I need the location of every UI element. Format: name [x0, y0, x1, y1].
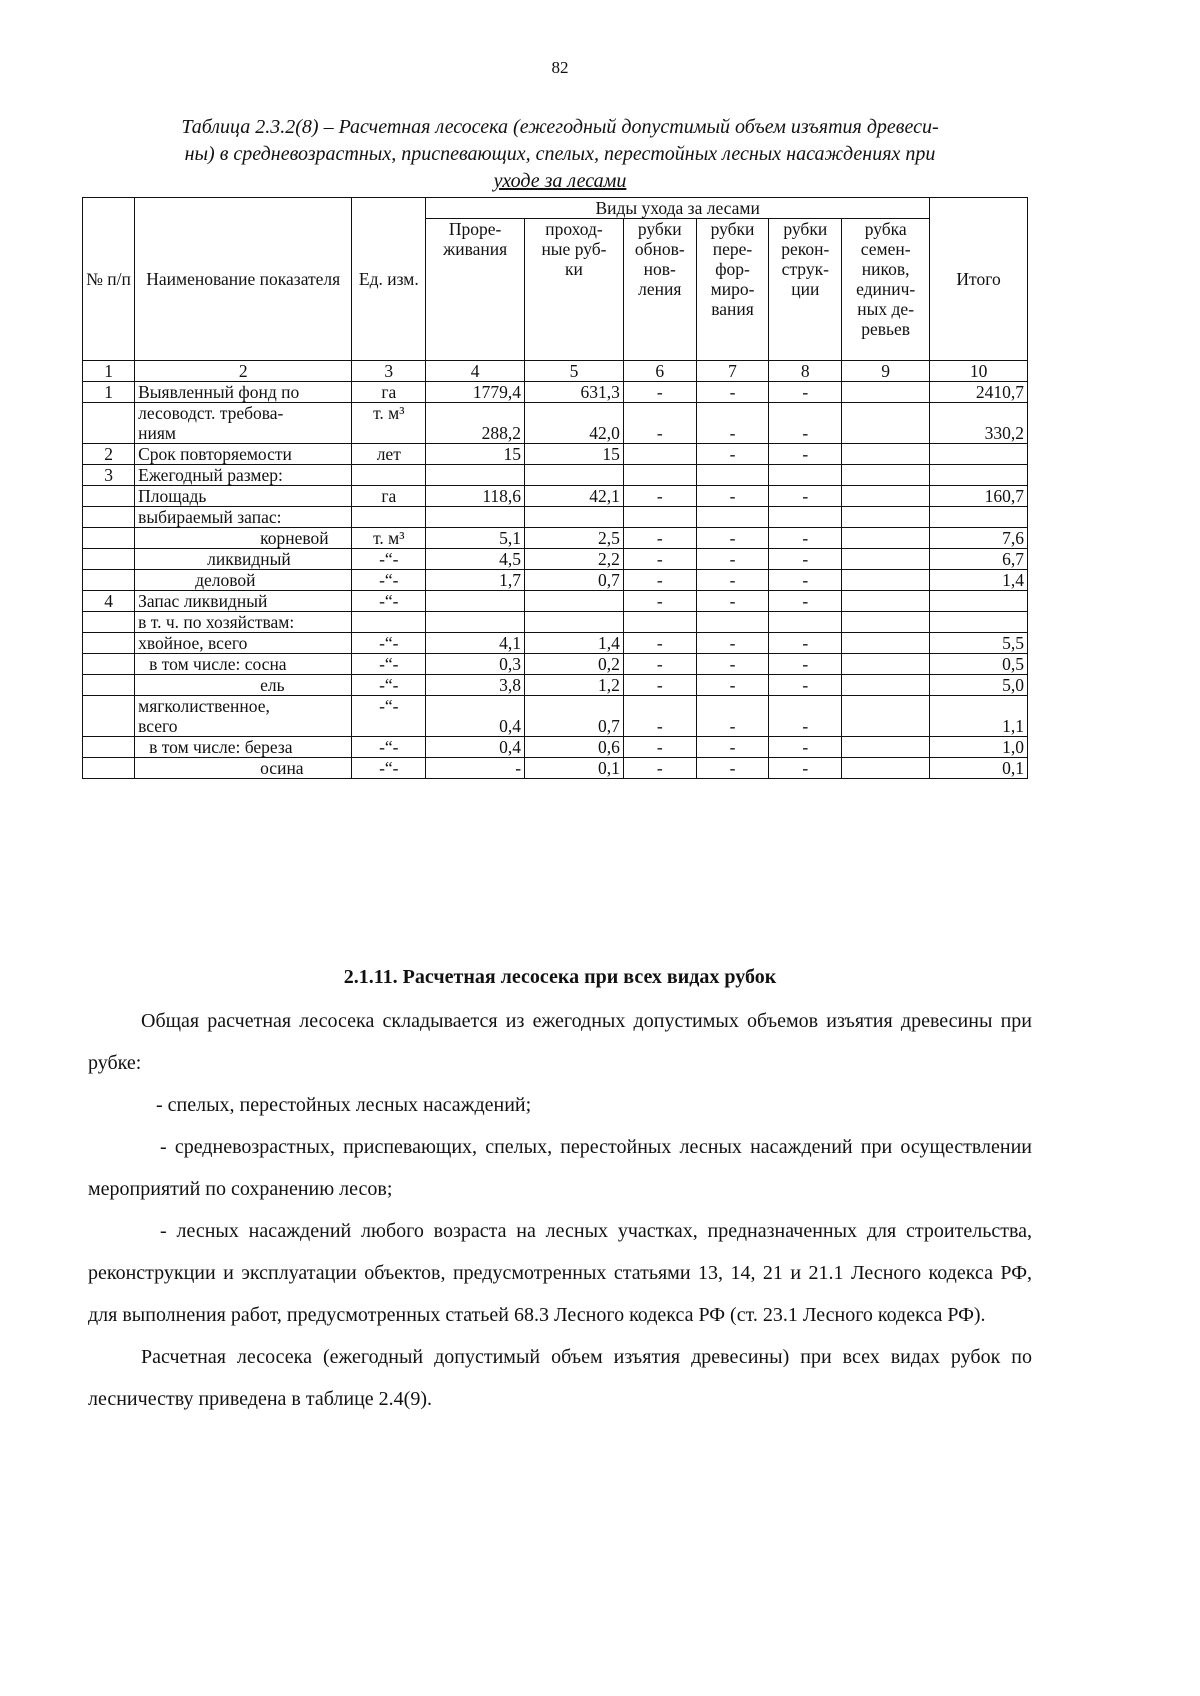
recon-value: - [769, 549, 842, 570]
indicator-name: ликвидный [135, 549, 352, 570]
body-text [88, 1000, 1032, 1420]
unit [352, 612, 426, 633]
passage-value: 0,7 [525, 696, 624, 737]
reform-value: - [696, 486, 769, 507]
list-item: - спелых, перестойных лесных насаждений; [156, 1094, 532, 1116]
column-number: 4 [426, 361, 525, 382]
table-caption [90, 114, 1030, 195]
seed-value [842, 486, 930, 507]
thinning-value: 5,1 [426, 528, 525, 549]
total-value: 1,0 [930, 737, 1028, 758]
thinning-value: 1779,4 [426, 382, 525, 403]
total-value: 1,4 [930, 570, 1028, 591]
row-number [83, 612, 135, 633]
row-number [83, 507, 135, 528]
thinning-value: 3,8 [426, 675, 525, 696]
row-number: 2 [83, 444, 135, 465]
reform-value [696, 465, 769, 486]
seed-value [842, 444, 930, 465]
recon-value: - [769, 486, 842, 507]
renewal-value: - [623, 403, 696, 444]
passage-value: 0,2 [525, 654, 624, 675]
header-num-label: № п/п [86, 269, 131, 289]
table-row [83, 737, 1028, 758]
recon-value: - [769, 675, 842, 696]
recon-value: - [769, 591, 842, 612]
reform-value: - [696, 696, 769, 737]
renewal-value: - [623, 549, 696, 570]
indicator-name: в том числе: береза [135, 737, 352, 758]
passage-value: 1,2 [525, 675, 624, 696]
paragraph: Расчетная лесосека (ежегодный допустимый объем изъятия древесины) при всех видах рубок по лесничеству приведена в таблице 2.4(9). [88, 1346, 1032, 1410]
table-row [83, 675, 1028, 696]
reform-value: - [696, 737, 769, 758]
table-row [83, 528, 1028, 549]
table-row [83, 570, 1028, 591]
seed-value [842, 382, 930, 403]
unit: т. м³ [352, 528, 426, 549]
thinning-value [426, 507, 525, 528]
table-row [83, 382, 1028, 403]
total-value: 2410,7 [930, 382, 1028, 403]
row-number [83, 675, 135, 696]
unit: лет [352, 444, 426, 465]
unit: -“- [352, 737, 426, 758]
caption-line: Таблица 2.3.2(8) – Расчетная лесосека (ежегодный допустимый объем изъятия древеси- [181, 116, 939, 138]
unit: -“- [352, 758, 426, 779]
total-value: 0,1 [930, 758, 1028, 779]
row-number [83, 737, 135, 758]
recon-value [769, 465, 842, 486]
passage-value: 42,1 [525, 486, 624, 507]
recon-value: - [769, 382, 842, 403]
renewal-value: - [623, 654, 696, 675]
total-value [930, 444, 1028, 465]
table-row [83, 591, 1028, 612]
renewal-value [623, 507, 696, 528]
header-renewal: рубки обнов- нов- ления [623, 219, 696, 361]
total-value: 7,6 [930, 528, 1028, 549]
unit: -“- [352, 633, 426, 654]
renewal-value: - [623, 737, 696, 758]
total-value: 0,5 [930, 654, 1028, 675]
total-value [930, 612, 1028, 633]
thinning-value: 4,5 [426, 549, 525, 570]
seed-value [842, 675, 930, 696]
recon-value: - [769, 633, 842, 654]
recon-value: - [769, 654, 842, 675]
column-number: 9 [842, 361, 930, 382]
recon-value: - [769, 403, 842, 444]
reform-value: - [696, 403, 769, 444]
recon-value: - [769, 696, 842, 737]
renewal-value: - [623, 382, 696, 403]
reform-value: - [696, 675, 769, 696]
column-number: 1 [83, 361, 135, 382]
row-number [83, 570, 135, 591]
row-number: 4 [83, 591, 135, 612]
renewal-value: - [623, 528, 696, 549]
passage-value: 0,6 [525, 737, 624, 758]
row-number [83, 528, 135, 549]
thinning-value: 0,4 [426, 696, 525, 737]
recon-value [769, 612, 842, 633]
section-heading: 2.1.11. Расчетная лесосека при всех видах рубок [343, 966, 777, 988]
header-row [83, 198, 1028, 219]
reform-value: - [696, 633, 769, 654]
unit: -“- [352, 675, 426, 696]
passage-value [525, 507, 624, 528]
unit: га [352, 486, 426, 507]
reform-value: - [696, 570, 769, 591]
passage-value: 2,5 [525, 528, 624, 549]
recon-value: - [769, 444, 842, 465]
recon-value: - [769, 737, 842, 758]
header-thinning: Проре- живания [426, 219, 525, 361]
reform-value: - [696, 549, 769, 570]
seed-value [842, 696, 930, 737]
indicator-name: мягколиственное, всего [135, 696, 352, 737]
reform-value: - [696, 758, 769, 779]
renewal-value: - [623, 570, 696, 591]
indicator-name: Срок повторяемости [135, 444, 352, 465]
column-number: 8 [769, 361, 842, 382]
total-value: 5,5 [930, 633, 1028, 654]
indicator-name: Запас ликвидный [135, 591, 352, 612]
column-number: 2 [135, 361, 352, 382]
renewal-value: - [623, 591, 696, 612]
thinning-value: 1,7 [426, 570, 525, 591]
indicator-name: ель [135, 675, 352, 696]
recon-value: - [769, 528, 842, 549]
column-number-row [83, 361, 1028, 382]
caption-line: ны) в средневозрастных, приспевающих, спелых, перестойных лесных насаждениях при [184, 143, 936, 165]
total-value [930, 465, 1028, 486]
unit: -“- [352, 549, 426, 570]
total-value: 6,7 [930, 549, 1028, 570]
indicator-name: лесоводст. требова- ниям [135, 403, 352, 444]
reform-value [696, 507, 769, 528]
row-number: 3 [83, 465, 135, 486]
thinning-value: 288,2 [426, 403, 525, 444]
thinning-value [426, 465, 525, 486]
reform-value: - [696, 528, 769, 549]
row-number [83, 633, 135, 654]
reform-value [696, 612, 769, 633]
total-value: 1,1 [930, 696, 1028, 737]
renewal-value [623, 444, 696, 465]
passage-value: 42,0 [525, 403, 624, 444]
recon-value [769, 507, 842, 528]
thinning-value [426, 612, 525, 633]
renewal-value: - [623, 633, 696, 654]
header-group: Виды ухода за лесами [426, 198, 930, 219]
seed-value [842, 507, 930, 528]
seed-value [842, 528, 930, 549]
column-number: 7 [696, 361, 769, 382]
indicator-name: выбираемый запас: [135, 507, 352, 528]
unit: -“- [352, 654, 426, 675]
unit: га [352, 382, 426, 403]
thinning-value: - [426, 758, 525, 779]
header-seed: рубка семен- ников, единич- ных де- ревьев [842, 219, 930, 361]
table-row [83, 612, 1028, 633]
renewal-value [623, 465, 696, 486]
indicator-name: деловой [135, 570, 352, 591]
total-value [930, 591, 1028, 612]
total-value: 330,2 [930, 403, 1028, 444]
column-number: 6 [623, 361, 696, 382]
renewal-value: - [623, 758, 696, 779]
seed-value [842, 591, 930, 612]
table-row [83, 549, 1028, 570]
renewal-value: - [623, 675, 696, 696]
thinning-value: 4,1 [426, 633, 525, 654]
renewal-value: - [623, 696, 696, 737]
seed-value [842, 654, 930, 675]
thinning-value: 118,6 [426, 486, 525, 507]
renewal-value [623, 612, 696, 633]
paragraph: Общая расчетная лесосека складывается из ежегодных допустимых объемов изъятия древесины при рубке: [88, 1010, 1032, 1074]
reform-value: - [696, 591, 769, 612]
header-unit: Ед. изм. [352, 198, 426, 361]
seed-value [842, 465, 930, 486]
seed-value [842, 737, 930, 758]
seed-value [842, 633, 930, 654]
reform-value: - [696, 382, 769, 403]
table-row [83, 633, 1028, 654]
unit: т. м³ [352, 403, 426, 444]
header-passage: проход- ные руб- ки [525, 219, 624, 361]
table-row [83, 654, 1028, 675]
header-recon: рубки рекон- струк- ции [769, 219, 842, 361]
row-number: 1 [83, 382, 135, 403]
data-table [82, 197, 1028, 779]
table-row [83, 403, 1028, 444]
passage-value: 0,1 [525, 758, 624, 779]
table-row [83, 507, 1028, 528]
column-number: 3 [352, 361, 426, 382]
passage-value: 631,3 [525, 382, 624, 403]
recon-value: - [769, 758, 842, 779]
recon-value: - [769, 570, 842, 591]
row-number [83, 549, 135, 570]
row-number [83, 654, 135, 675]
header-reform: рубки пере- фор- миро- вания [696, 219, 769, 361]
thinning-value: 0,4 [426, 737, 525, 758]
table-row [83, 486, 1028, 507]
passage-value [525, 612, 624, 633]
unit [352, 507, 426, 528]
indicator-name: Ежегодный размер: [135, 465, 352, 486]
indicator-name: хвойное, всего [135, 633, 352, 654]
header-name: Наименование показателя [135, 198, 352, 361]
row-number [83, 696, 135, 737]
reform-value: - [696, 654, 769, 675]
caption-line: уходе за лесами [493, 170, 627, 192]
header-num [83, 198, 135, 361]
list-item: - средневозрастных, приспевающих, спелых, перестойных лесных насаждений при осуществлении мероприятий по сохранению лесов; [88, 1136, 1032, 1200]
reform-value: - [696, 444, 769, 465]
seed-value [842, 403, 930, 444]
page-number: 82 [551, 58, 569, 77]
table-row [83, 444, 1028, 465]
passage-value [525, 591, 624, 612]
renewal-value: - [623, 486, 696, 507]
row-number [83, 758, 135, 779]
list-item: - лесных насаждений любого возраста на лесных участках, предназначенных для строительства, реконструкции и эксплуатации объектов, предусмотренных статьями 13, 14, 21 и 21.1 Лесного кодекса РФ, для выполнения работ, предусмотренных статьей 68.3 Лесного кодекса РФ (ст. 23.1 Лесного кодекса РФ). [88, 1220, 1032, 1326]
thinning-value [426, 591, 525, 612]
indicator-name: в том числе: сосна [135, 654, 352, 675]
unit: -“- [352, 570, 426, 591]
passage-value [525, 465, 624, 486]
seed-value [842, 758, 930, 779]
row-number [83, 403, 135, 444]
unit: -“- [352, 696, 426, 737]
seed-value [842, 570, 930, 591]
table-row [83, 758, 1028, 779]
indicator-name: Площадь [135, 486, 352, 507]
total-value [930, 507, 1028, 528]
table-row [83, 465, 1028, 486]
table-row [83, 696, 1028, 737]
seed-value [842, 549, 930, 570]
seed-value [842, 612, 930, 633]
column-number: 5 [525, 361, 624, 382]
indicator-name: корневой [135, 528, 352, 549]
indicator-name: в т. ч. по хозяйствам: [135, 612, 352, 633]
passage-value: 2,2 [525, 549, 624, 570]
passage-value: 1,4 [525, 633, 624, 654]
passage-value: 15 [525, 444, 624, 465]
total-value: 160,7 [930, 486, 1028, 507]
column-number: 10 [930, 361, 1028, 382]
row-number [83, 486, 135, 507]
thinning-value: 15 [426, 444, 525, 465]
total-value: 5,0 [930, 675, 1028, 696]
indicator-name: Выявленный фонд по [135, 382, 352, 403]
unit: -“- [352, 591, 426, 612]
passage-value: 0,7 [525, 570, 624, 591]
header-total: Итого [930, 198, 1028, 361]
thinning-value: 0,3 [426, 654, 525, 675]
indicator-name: осина [135, 758, 352, 779]
unit [352, 465, 426, 486]
